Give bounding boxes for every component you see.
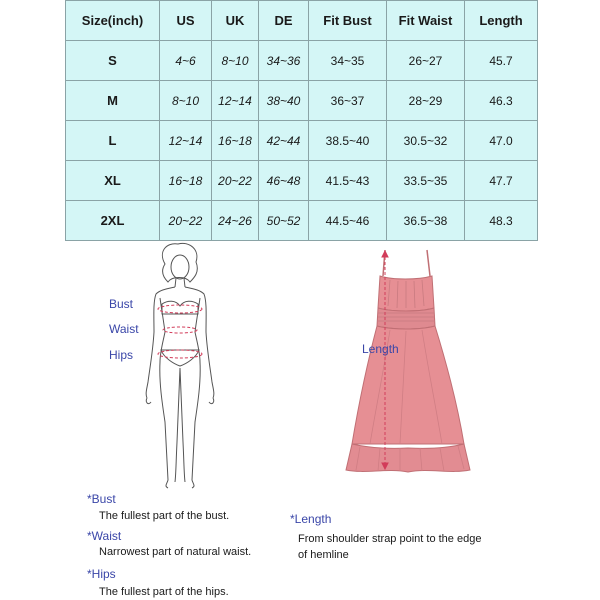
cell-de: 50~52	[259, 201, 309, 241]
header-us: US	[160, 1, 212, 41]
note-length-title: *Length	[290, 512, 332, 526]
length-label: Length	[362, 342, 399, 356]
note-length-text-line1: From shoulder strap point to the edge	[298, 533, 482, 545]
cell-uk: 24~26	[212, 201, 259, 241]
header-de: DE	[259, 1, 309, 41]
cell-length: 47.0	[465, 121, 538, 161]
header-fit-bust: Fit Bust	[309, 1, 387, 41]
cell-uk: 16~18	[212, 121, 259, 161]
cell-us: 8~10	[160, 81, 212, 121]
header-uk: UK	[212, 1, 259, 41]
cell-bust: 38.5~40	[309, 121, 387, 161]
cell-bust: 41.5~43	[309, 161, 387, 201]
cell-de: 46~48	[259, 161, 309, 201]
size-chart-table	[65, 0, 538, 241]
cell-uk: 8~10	[212, 41, 259, 81]
cell-length: 47.7	[465, 161, 538, 201]
header-length: Length	[465, 1, 538, 41]
cell-us: 4~6	[160, 41, 212, 81]
cell-size: 2XL	[66, 201, 160, 241]
table-row	[66, 81, 538, 121]
cell-waist: 28~29	[387, 81, 465, 121]
cell-us: 20~22	[160, 201, 212, 241]
cell-waist: 26~27	[387, 41, 465, 81]
cell-size: L	[66, 121, 160, 161]
header-fit-waist: Fit Waist	[387, 1, 465, 41]
cell-bust: 34~35	[309, 41, 387, 81]
table-header-row	[66, 1, 538, 41]
hips-label: Hips	[109, 348, 134, 362]
cell-bust: 36~37	[309, 81, 387, 121]
table-row	[66, 121, 538, 161]
header-size: Size(inch)	[66, 1, 160, 41]
table-row	[66, 201, 538, 241]
cell-length: 46.3	[465, 81, 538, 121]
cell-size: XL	[66, 161, 160, 201]
cell-us: 16~18	[160, 161, 212, 201]
waist-label: Waist	[109, 322, 139, 336]
cell-de: 34~36	[259, 41, 309, 81]
note-hips-title: *Hips	[87, 567, 116, 581]
cell-uk: 20~22	[212, 161, 259, 201]
cell-de: 38~40	[259, 81, 309, 121]
table-row	[66, 41, 538, 81]
cell-length: 48.3	[465, 201, 538, 241]
note-waist-text: Narrowest part of natural waist.	[99, 546, 252, 558]
body-outline-figure	[120, 242, 240, 492]
note-hips-text: The fullest part of the hips.	[99, 586, 229, 598]
cell-de: 42~44	[259, 121, 309, 161]
note-length-text-line2: of hemline	[298, 549, 349, 561]
note-bust-text: The fullest part of the bust.	[99, 510, 230, 522]
cell-size: M	[66, 81, 160, 121]
cell-length: 45.7	[465, 41, 538, 81]
dress-figure	[340, 248, 480, 473]
cell-waist: 33.5~35	[387, 161, 465, 201]
cell-waist: 30.5~32	[387, 121, 465, 161]
note-bust-title: *Bust	[87, 492, 116, 506]
note-waist-title: *Waist	[87, 529, 122, 543]
cell-waist: 36.5~38	[387, 201, 465, 241]
cell-uk: 12~14	[212, 81, 259, 121]
cell-size: S	[66, 41, 160, 81]
bust-label: Bust	[109, 297, 134, 311]
table-row	[66, 161, 538, 201]
cell-bust: 44.5~46	[309, 201, 387, 241]
cell-us: 12~14	[160, 121, 212, 161]
